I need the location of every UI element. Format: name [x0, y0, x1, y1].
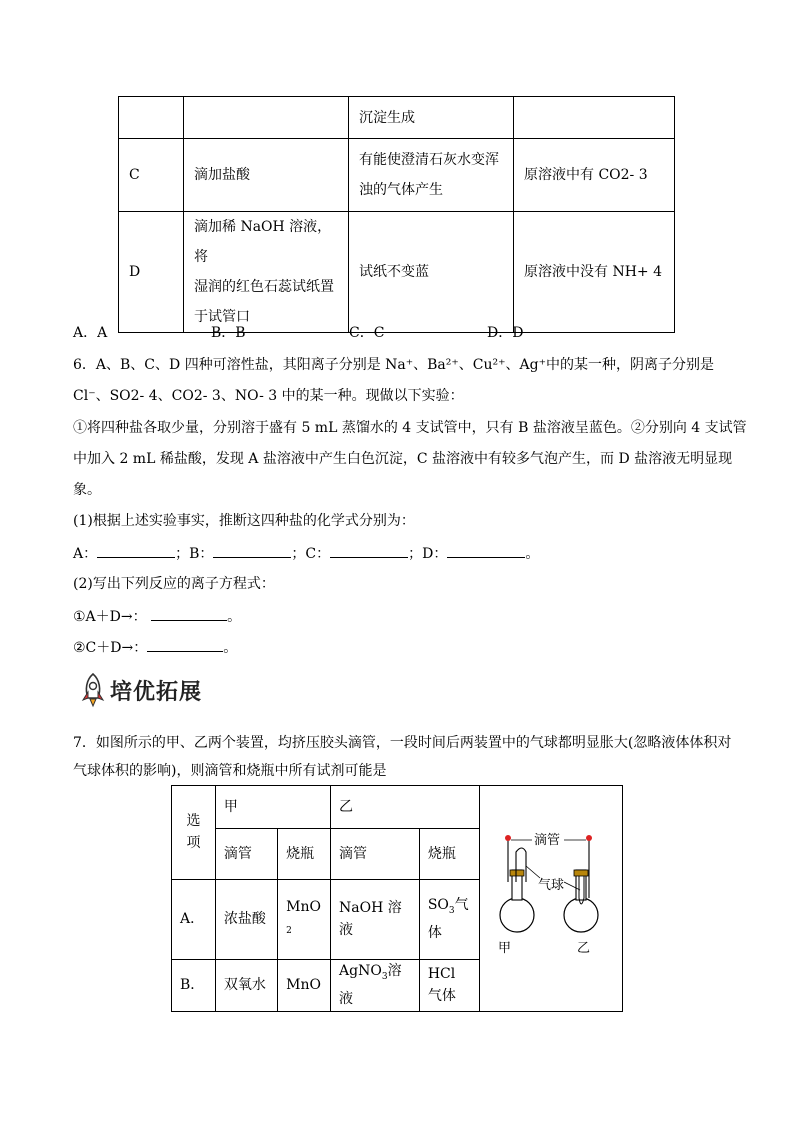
period: 。: [223, 640, 238, 656]
yi-label: 乙: [577, 941, 591, 956]
table-cell: C: [119, 139, 184, 212]
answer-blank-b[interactable]: [213, 543, 291, 558]
section-header: [80, 672, 202, 708]
dropper-reagent: 双氧水: [215, 959, 277, 1011]
q6-sub2: (2)写出下列反应的离子方程式：: [73, 576, 275, 592]
q6-line: 象。: [73, 482, 101, 498]
q5-options: [73, 323, 625, 343]
section-title: 培优拓展: [110, 679, 203, 705]
flask-reagent: [419, 879, 479, 959]
header-dropper: 滴管: [215, 829, 277, 879]
period: 。: [227, 609, 242, 625]
rocket-icon: [80, 672, 106, 708]
reagent-test-table: [118, 96, 675, 333]
dropper-bulb-yi: [586, 835, 592, 841]
table-cell: 试纸不变蓝: [349, 212, 514, 333]
answer-blank-c[interactable]: [330, 543, 408, 558]
answer-blank-eq2[interactable]: [147, 637, 223, 652]
cell-line: 湿润的红色石蕊试纸置: [194, 279, 334, 295]
answer-blank-a[interactable]: [97, 543, 175, 558]
table-cell: 滴加盐酸: [184, 139, 349, 212]
q7-line: 7．如图所示的甲、乙两个装置，均挤压胶头滴管，一段时间后两装置中的气球都明显胀大(忽略液体体积对: [73, 735, 732, 751]
balloon-label: 气球: [538, 878, 565, 893]
flask-reagent: HCl 气体: [419, 959, 479, 1011]
table-row: [119, 139, 675, 212]
header-flask: 烧瓶: [419, 829, 479, 879]
flask-jia: [500, 898, 534, 932]
q6-line: ①将四种盐各取少量，分别溶于盛有 5 mL 蒸馏水的 4 支试管中，只有 B 盐溶液呈蓝色。②分别向 4 支试管: [73, 420, 747, 436]
apparatus-figure-cell: [480, 786, 623, 1012]
table-cell: 原溶液中没有 NH+ 4: [514, 212, 675, 333]
eq1-label: ①A＋D→：: [73, 609, 147, 625]
formula-tail: 气体: [427, 897, 469, 942]
label-c: ；C：: [291, 546, 331, 562]
table-row: [172, 786, 623, 829]
q6-answer-line: [73, 543, 539, 564]
cell-line: 滴加稀 NaOH 溶液，将: [194, 219, 332, 265]
answer-blank-d[interactable]: [447, 543, 525, 558]
apparatus-diagram: [480, 786, 619, 1004]
table-cell: 沉淀生成: [349, 97, 514, 139]
row-option: A．: [172, 879, 216, 959]
formula: MnO: [286, 899, 321, 916]
table-cell: [514, 97, 675, 139]
q6-eq2: [73, 637, 237, 658]
label-a: A：: [73, 546, 98, 562]
cell-line: 有能使澄清石灰水变浑: [359, 152, 499, 168]
table-cell: [119, 97, 184, 139]
header-yi: 乙: [331, 786, 480, 829]
dropper-reagent: NaOH 溶液: [331, 879, 420, 959]
dropper-reagent: 浓盐酸: [215, 879, 277, 959]
row-option: B．: [172, 959, 216, 1011]
period: 。: [525, 546, 540, 562]
cell-line: 浊的气体产生: [359, 182, 443, 198]
table-cell: [349, 139, 514, 212]
q6-eq1: [73, 606, 241, 627]
label-d: ；D：: [408, 546, 448, 562]
option-c: C．C: [349, 325, 385, 341]
flask-yi: [564, 898, 598, 932]
header-jia: 甲: [215, 786, 330, 829]
formula-tail: 溶液: [339, 963, 402, 1008]
flask-reagent: MnO: [278, 959, 331, 1011]
formula-sub: 3: [381, 972, 388, 983]
q6-line: Cl⁻、SO2- 4、CO2- 3、NO- 3 中的某一种。现做以下实验：: [73, 388, 464, 404]
q6-line: 中加入 2 mL 稀盐酸，发现 A 盐溶液中产生白色沉淀，C 盐溶液中有较多气泡产生，而 D 盐溶液无明显现: [73, 451, 733, 467]
dropper-reagent: [331, 959, 420, 1011]
q6-sub1: (1)根据上述实验事实，推断这四种盐的化学式分别为：: [73, 513, 415, 529]
header-flask: 烧瓶: [278, 829, 331, 879]
option-d: D．D: [487, 325, 524, 341]
table-cell: [184, 212, 349, 333]
header-option: 选项: [172, 786, 216, 880]
formula-sub: 3: [448, 906, 455, 917]
option-b: B．B: [211, 325, 246, 341]
eq2-label: ②C＋D→：: [73, 640, 148, 656]
formula: SO: [427, 897, 449, 914]
dropper-bulb-jia: [505, 835, 511, 841]
dropper-label: 滴管: [534, 833, 561, 848]
label-b: ；B：: [175, 546, 214, 562]
table-row: [119, 97, 675, 139]
answer-blank-eq1[interactable]: [151, 606, 227, 621]
option-a: A．A: [73, 325, 108, 341]
formula-sub: 2: [286, 926, 292, 937]
table-row: [119, 212, 675, 333]
formula: AgNO: [339, 963, 382, 980]
flask-reagent: [278, 879, 331, 959]
jia-label: 甲: [498, 941, 512, 956]
table-cell: [184, 97, 349, 139]
reagent-choice-table: [171, 785, 623, 1012]
table-cell: D: [119, 212, 184, 333]
q7-line: 气球体积的影响)，则滴管和烧瓶中所有试剂可能是: [73, 763, 387, 779]
q6-line: 6．A、B、C、D 四种可溶性盐，其阳离子分别是 Na⁺、Ba²⁺、Cu²⁺、Ag⁺中的某一种，阴离子分别是: [73, 357, 714, 373]
cell-line: 于试管口: [194, 309, 250, 325]
header-dropper: 滴管: [331, 829, 420, 879]
table-cell: 原溶液中有 CO2- 3: [514, 139, 675, 212]
